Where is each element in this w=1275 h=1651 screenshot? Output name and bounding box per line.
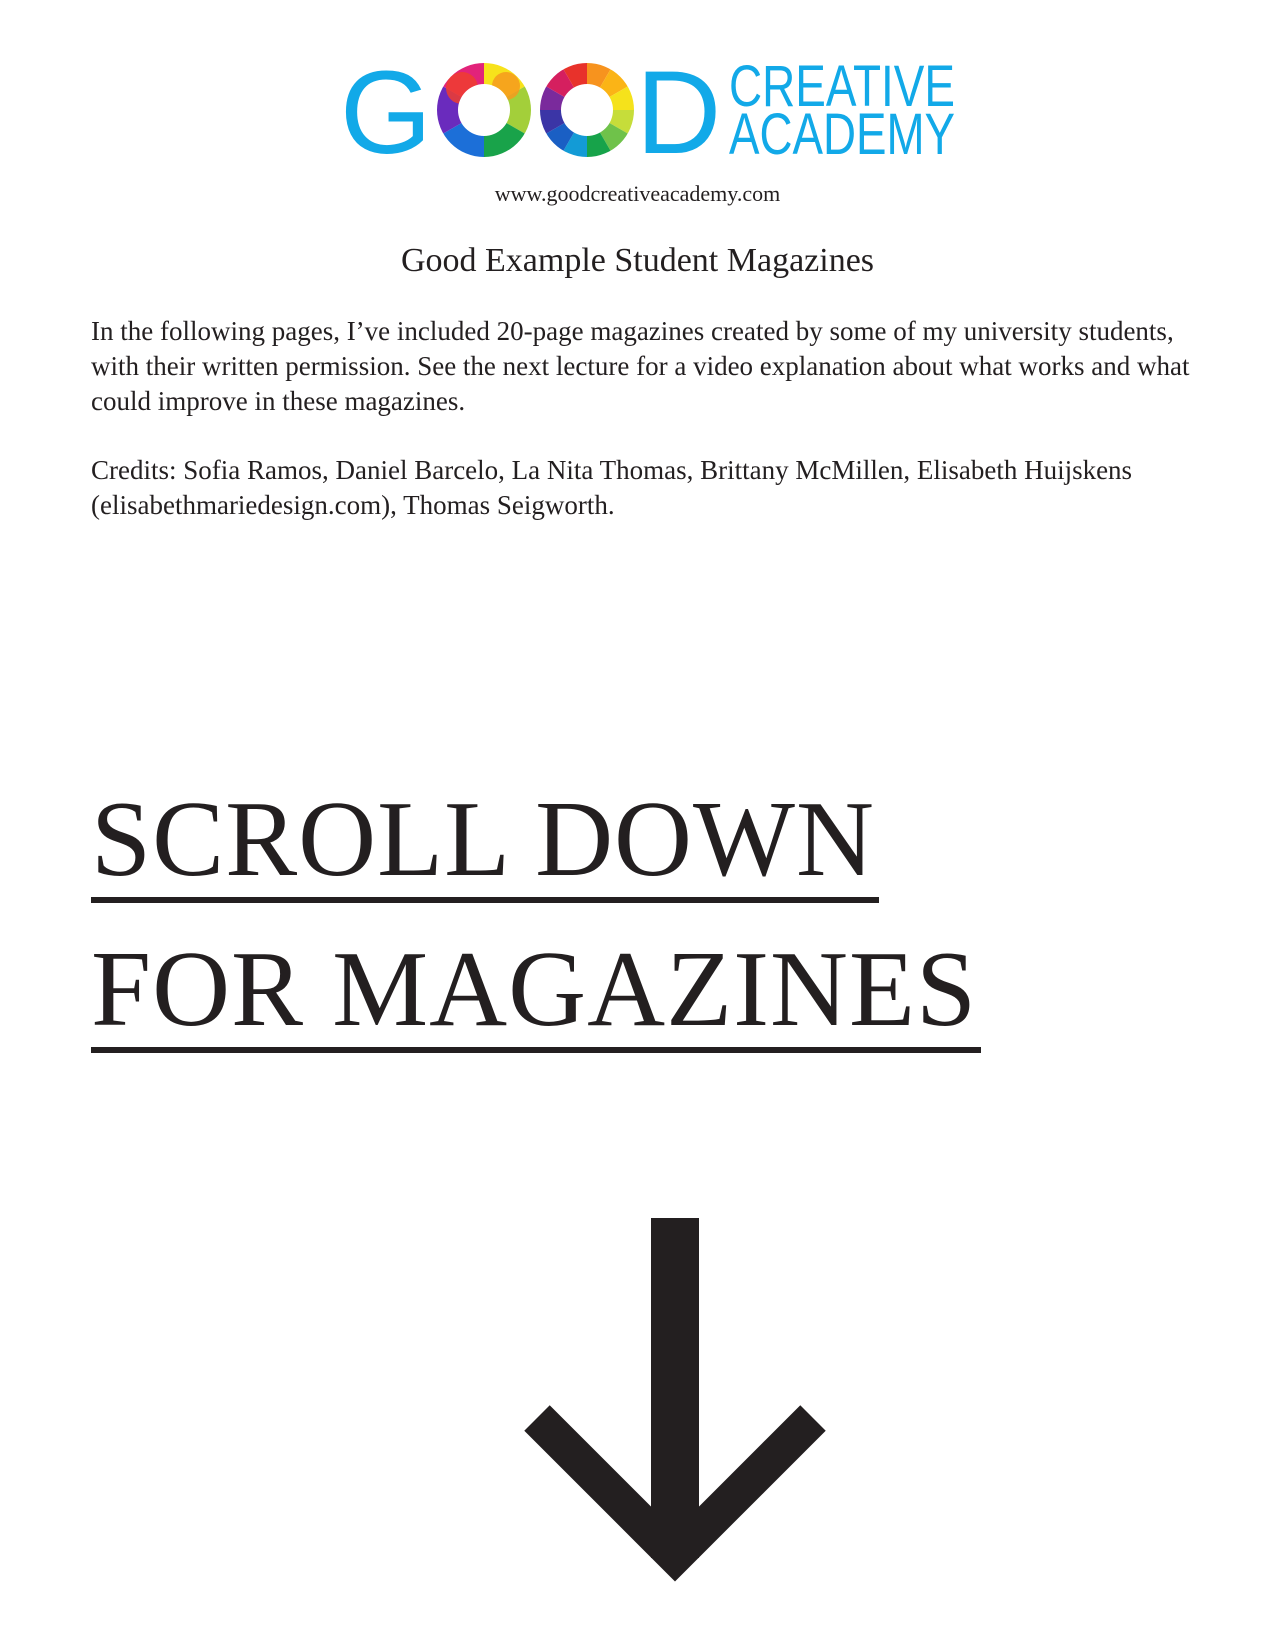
- logo-creative: CREATIVE: [729, 54, 955, 119]
- logo-letter-d: D: [636, 47, 722, 179]
- headline-line-2-text: FOR MAGAZINES: [91, 939, 981, 1053]
- good-creative-academy-logo: [340, 47, 956, 179]
- logo: [340, 47, 956, 179]
- logo-letter-g: G: [340, 47, 432, 179]
- arrow-down-icon: [525, 1218, 825, 1598]
- headline-line-1: [91, 765, 1211, 915]
- color-wheel-icon: [432, 58, 536, 162]
- color-wheel-icon: [535, 58, 639, 162]
- page-title: Good Example Student Magazines: [400, 242, 875, 279]
- logo-academy: ACADEMY: [729, 102, 955, 167]
- headline-line-2: [91, 915, 1211, 1065]
- credits-paragraph: Credits: Sofia Ramos, Daniel Barcelo, La Nita Thomas, Brittany McMillen, Elisabeth Huijskens (elisabethmariedesign.com), Thomas Seigworth.: [91, 455, 1133, 520]
- website-url[interactable]: www.goodcreativeacademy.com: [494, 181, 781, 206]
- scroll-down-headline: [91, 765, 1211, 1065]
- headline-line-1-text: SCROLL DOWN: [91, 789, 879, 903]
- intro-paragraph: In the following pages, I’ve included 20-page magazines created by some of my university students, with their written permission. See the next lecture for a video explanation about what works and what could improve in these magazines.: [91, 316, 1190, 416]
